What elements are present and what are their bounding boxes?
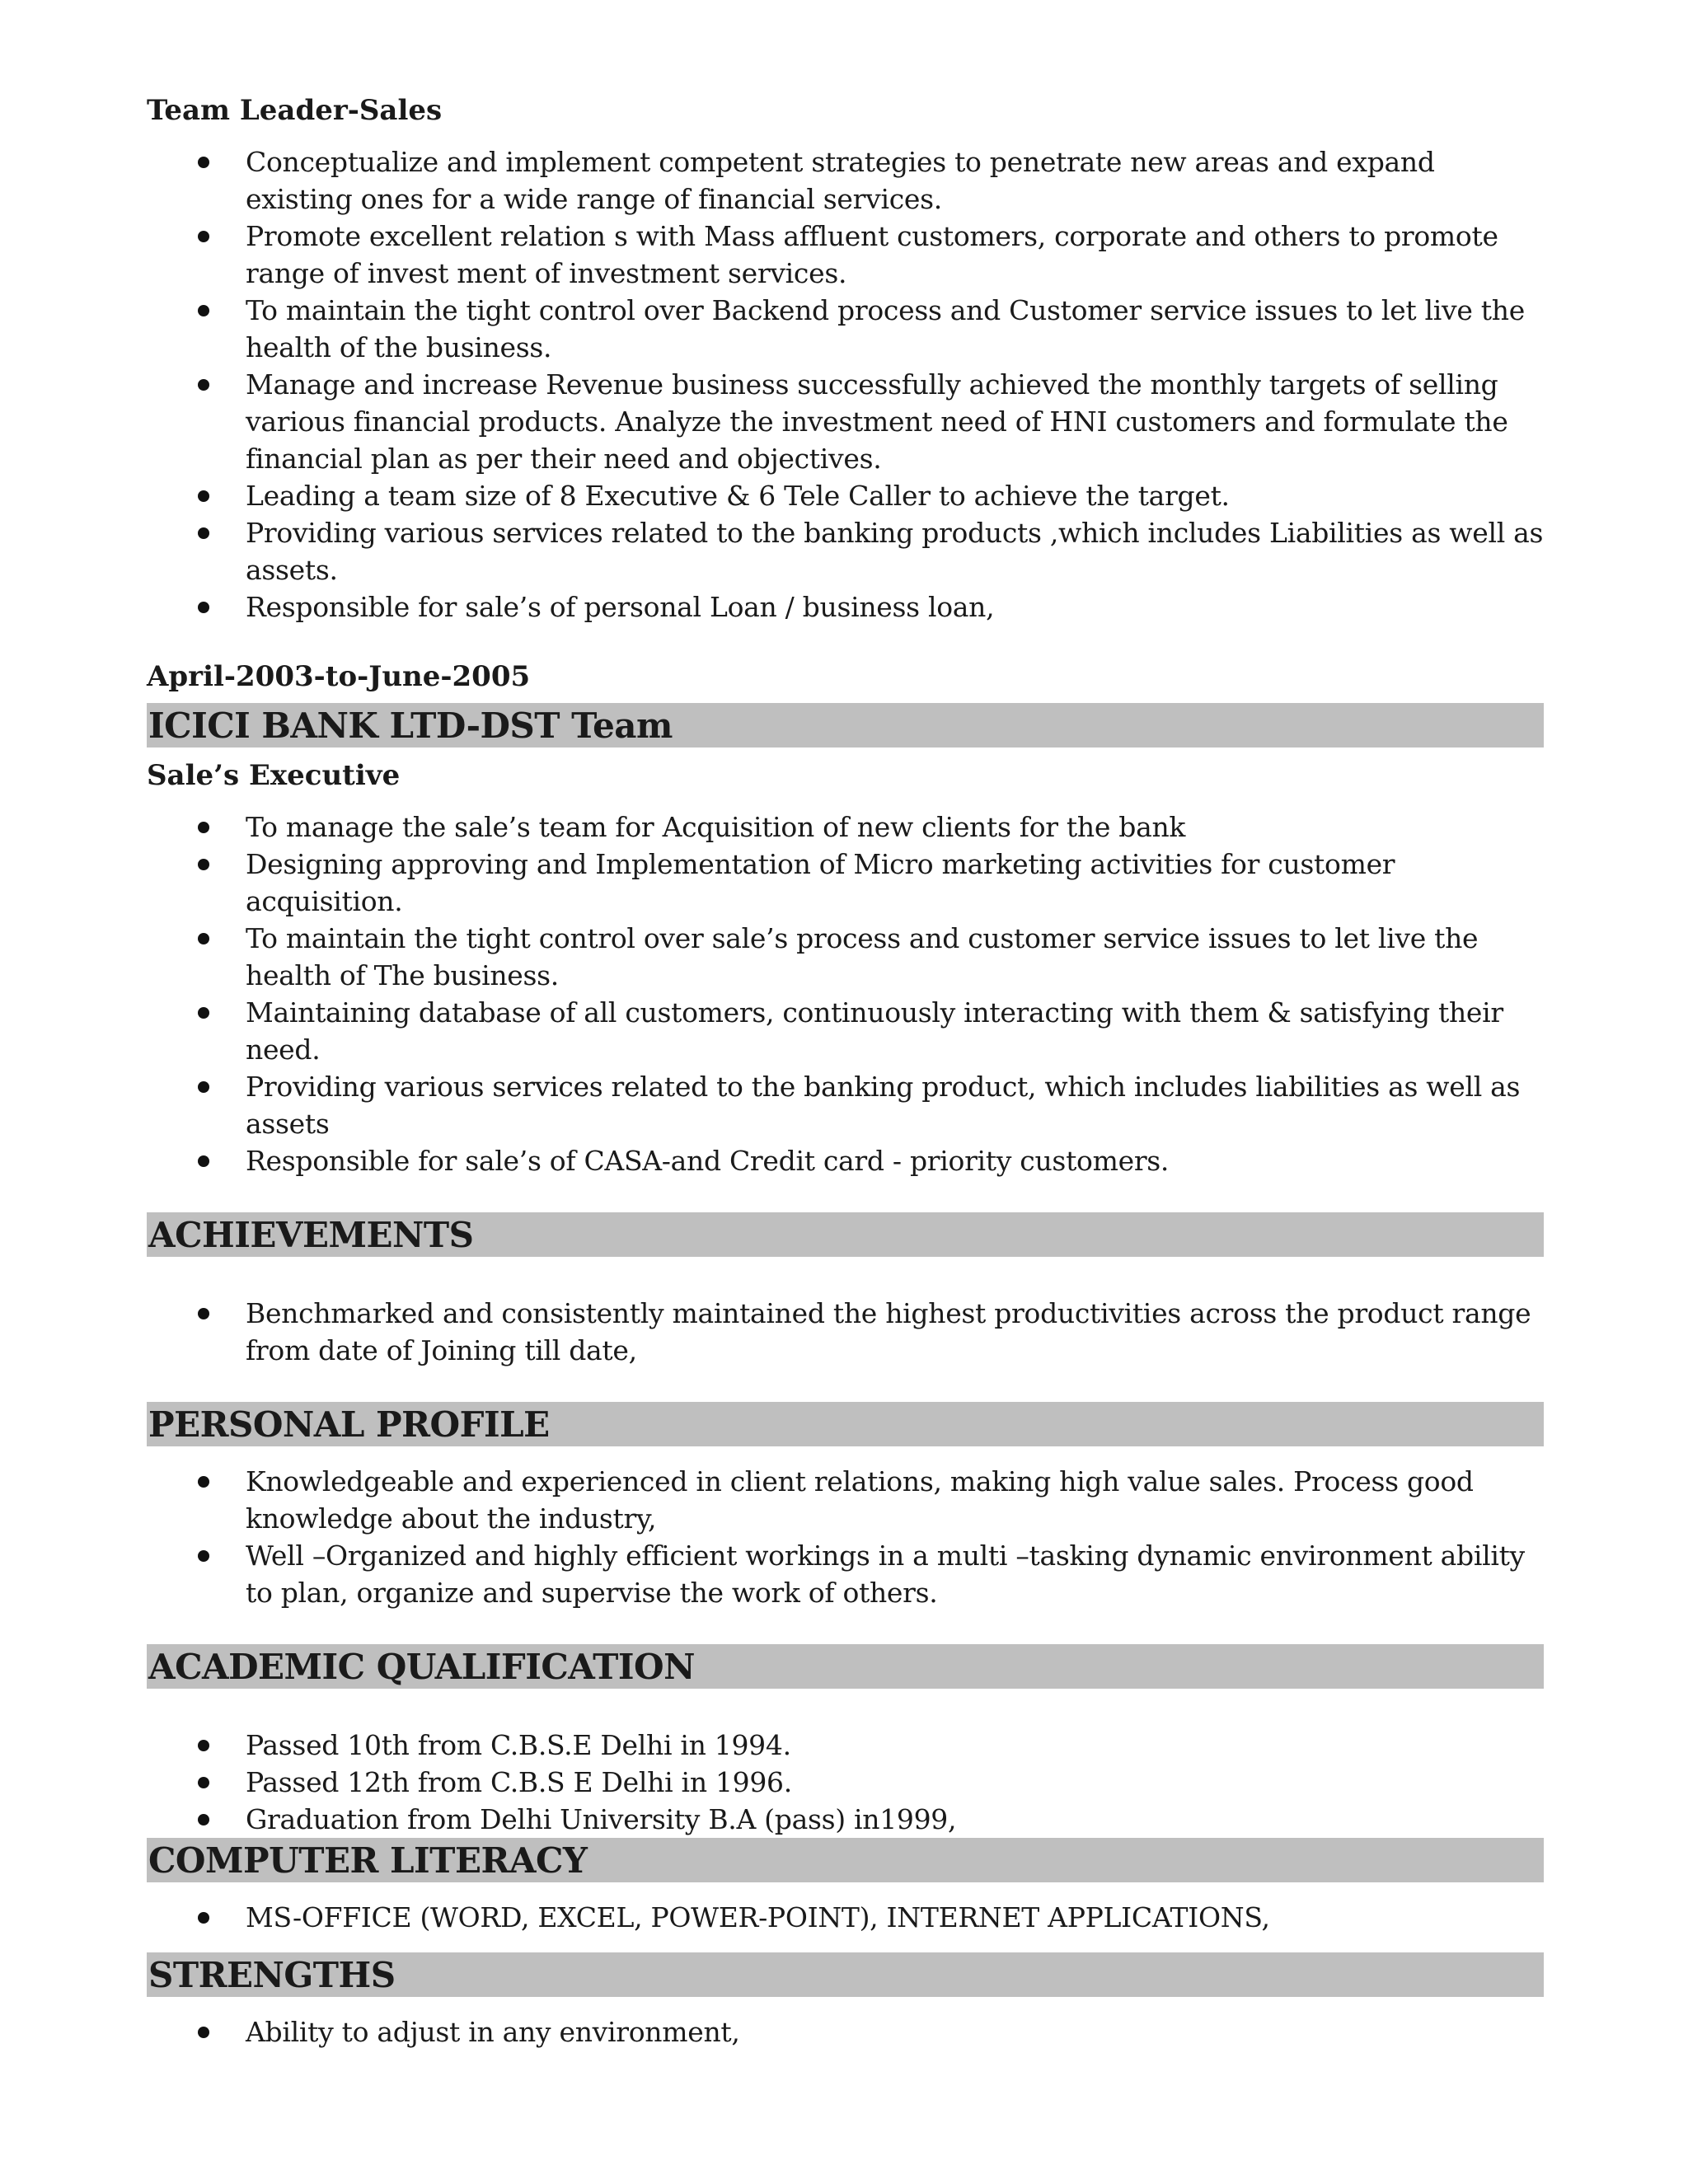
- bullet-icon: [198, 1550, 209, 1562]
- job-title-sales-executive: Sale’s Executive: [147, 759, 401, 792]
- bullet-text: Maintaining database of all customers, continuously interacting with them & satisfying their need.: [246, 996, 1503, 1066]
- strengths-list: [147, 2013, 1544, 2050]
- bullet-text: Manage and increase Revenue business successfully achieved the monthly targets of selling various financial products. Analyze the investment need of HNI customers and formulate the financial plan as per their need and objectives.: [246, 368, 1508, 475]
- list-item: [147, 366, 1548, 477]
- personal-profile-list: [147, 1463, 1544, 1611]
- bullet-text: To maintain the tight control over Backend process and Customer service issues to let live the health of the business.: [246, 294, 1525, 363]
- section-heading-achievements: ACHIEVEMENTS: [147, 1212, 1544, 1257]
- bullet-text: MS-OFFICE (WORD, EXCEL, POWER-POINT), INTERNET APPLICATIONS,: [246, 1901, 1270, 1933]
- list-item: [147, 218, 1548, 292]
- bullet-text: Promote excellent relation s with Mass affluent customers, corporate and others to promote range of invest ment of investment services.: [246, 220, 1498, 289]
- bullet-icon: [198, 1476, 209, 1488]
- bullet-icon: [198, 822, 209, 833]
- academic-list: [147, 1727, 1544, 1838]
- bullet-text: To manage the sale’s team for Acquisition of new clients for the bank: [246, 811, 1186, 843]
- bullet-text: Benchmarked and consistently maintained the highest productivities across the product range from date of Joining till date,: [246, 1297, 1531, 1366]
- list-item: [147, 477, 1548, 514]
- list-item: [147, 1801, 1548, 1838]
- list-item: [147, 2013, 1548, 2050]
- section-heading-strengths: STRENGTHS: [147, 1952, 1544, 1997]
- list-item: [147, 1068, 1548, 1142]
- bullet-icon: [198, 1007, 209, 1019]
- bullet-icon: [198, 490, 209, 502]
- list-item: [147, 143, 1548, 218]
- bullet-text: Passed 12th from C.B.S E Delhi in 1996.: [246, 1766, 792, 1798]
- achievements-list: [147, 1295, 1544, 1369]
- bullet-icon: [198, 1814, 209, 1825]
- list-item: [147, 292, 1548, 366]
- bullet-icon: [198, 527, 209, 539]
- bullet-icon: [198, 231, 209, 242]
- list-item: [147, 1463, 1548, 1537]
- bullet-text: Responsible for sale’s of personal Loan / business loan,: [246, 591, 995, 623]
- bullet-icon: [198, 933, 209, 944]
- list-item: [147, 514, 1548, 588]
- company-heading-icici: ICICI BANK LTD-DST Team: [147, 703, 1544, 748]
- bullet-text: To maintain the tight control over sale’s process and customer service issues to let live the health of The business.: [246, 922, 1479, 991]
- bullet-text: Passed 10th from C.B.S.E Delhi in 1994.: [246, 1729, 791, 1761]
- bullet-text: Graduation from Delhi University B.A (pass) in1999,: [246, 1803, 957, 1835]
- bullet-icon: [198, 305, 209, 316]
- bullet-text: Ability to adjust in any environment,: [246, 2016, 740, 2048]
- list-item: [147, 1899, 1548, 1936]
- bullet-text: Providing various services related to the banking products ,which includes Liabilities as well as assets.: [246, 517, 1544, 586]
- list-item: [147, 588, 1548, 626]
- bullet-text: Designing approving and Implementation of Micro marketing activities for customer acquisition.: [246, 848, 1395, 917]
- icici-duties-list: [147, 808, 1544, 1179]
- bullet-text: Conceptualize and implement competent strategies to penetrate new areas and expand existing ones for a wide range of financial services.: [246, 146, 1435, 215]
- bullet-icon: [198, 1912, 209, 1924]
- bullet-text: Leading a team size of 8 Executive & 6 Tele Caller to achieve the target.: [246, 480, 1230, 512]
- resume-page: [147, 92, 1544, 2050]
- computer-literacy-list: [147, 1899, 1544, 1936]
- list-item: [147, 846, 1548, 920]
- section-heading-personal-profile: PERSONAL PROFILE: [147, 1402, 1544, 1446]
- list-item: [147, 1727, 1548, 1764]
- bullet-icon: [198, 157, 209, 168]
- bullet-icon: [198, 1740, 209, 1751]
- employment-dates: April-2003-to-June-2005: [147, 660, 531, 693]
- bullet-icon: [198, 602, 209, 613]
- list-item: [147, 1142, 1548, 1179]
- list-item: [147, 994, 1548, 1068]
- bullet-icon: [198, 1155, 209, 1167]
- bullet-icon: [198, 859, 209, 870]
- bullet-text: Responsible for sale’s of CASA-and Credit card - priority customers.: [246, 1145, 1170, 1177]
- bullet-text: Knowledgeable and experienced in client relations, making high value sales. Process good knowledge about the industry,: [246, 1465, 1474, 1535]
- team-leader-duties-list: [147, 143, 1544, 626]
- section-heading-computer-literacy: COMPUTER LITERACY: [147, 1838, 1544, 1882]
- list-item: [147, 808, 1548, 846]
- list-item: [147, 920, 1548, 994]
- list-item: [147, 1537, 1548, 1611]
- bullet-icon: [198, 1308, 209, 1319]
- bullet-text: Providing various services related to the banking product, which includes liabilities as well as assets: [246, 1071, 1521, 1140]
- list-item: [147, 1764, 1548, 1801]
- bullet-text: Well –Organized and highly efficient workings in a multi –tasking dynamic environment ability to plan, organize and supervise the work of others.: [246, 1540, 1525, 1609]
- section-heading-academic: ACADEMIC QUALIFICATION: [147, 1644, 1544, 1689]
- bullet-icon: [198, 2027, 209, 2038]
- job-title-team-leader: Team Leader-Sales: [147, 94, 443, 127]
- bullet-icon: [198, 379, 209, 391]
- list-item: [147, 1295, 1548, 1369]
- bullet-icon: [198, 1777, 209, 1788]
- bullet-icon: [198, 1081, 209, 1093]
